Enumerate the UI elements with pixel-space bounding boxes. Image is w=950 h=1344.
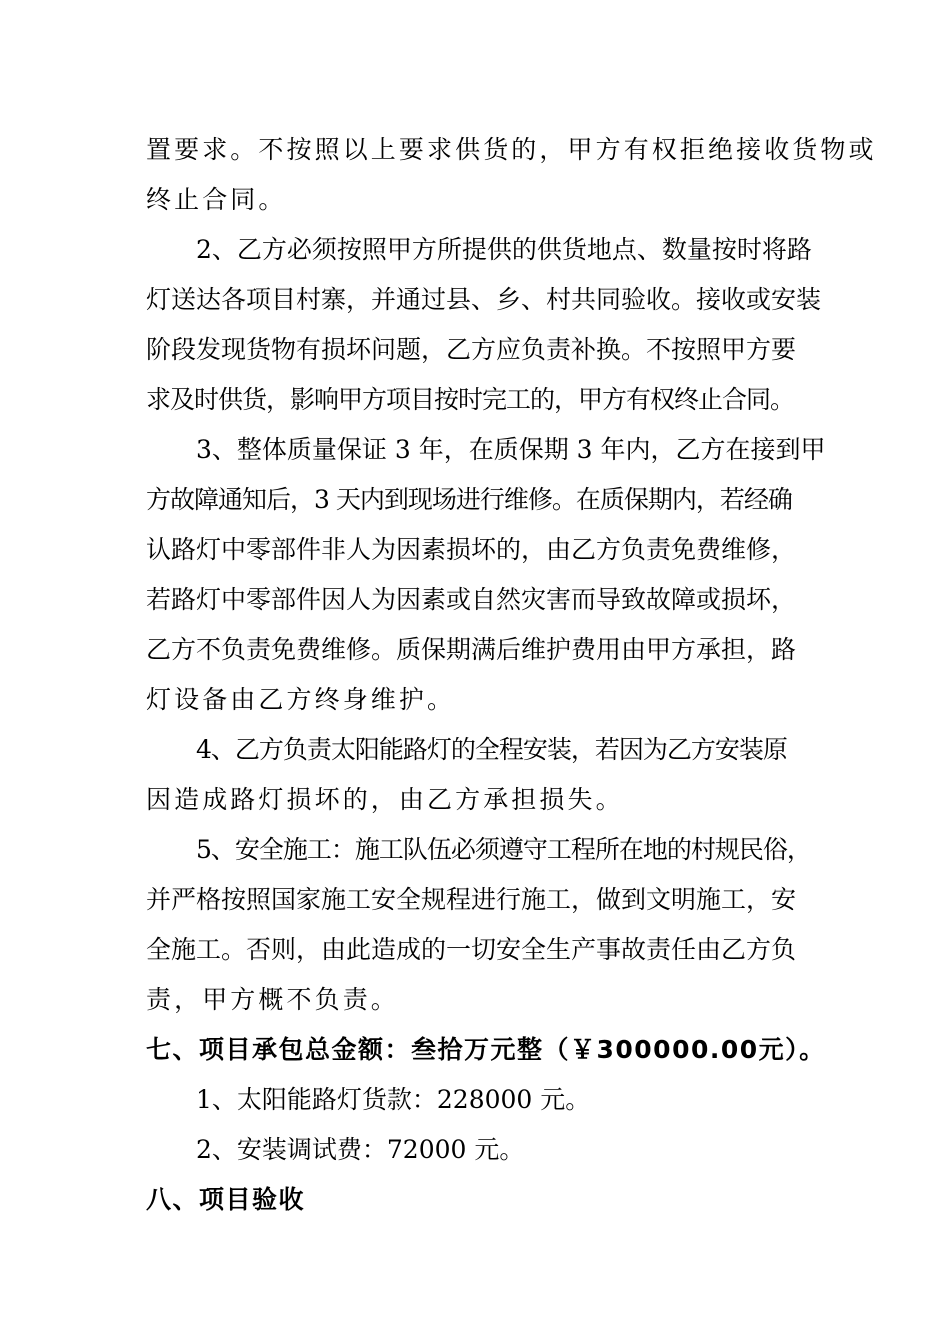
clause-3-line: 3、整体质量保证 3 年，在质保期 3 年内，乙方在接到甲 xyxy=(196,435,826,464)
paragraph-line: 因造成路灯损坏的，由乙方承担损失。 xyxy=(146,785,624,814)
paragraph-line: 乙方不负责免费维修。质保期满后维护费用由甲方承担，路 xyxy=(146,635,797,664)
paragraph-line: 终止合同。 xyxy=(146,185,287,214)
paragraph-line: 若路灯中零部件因人为因素或自然灾害而导致故障或损坏， xyxy=(146,585,797,614)
section-8-heading: 八、项目验收 xyxy=(146,1185,306,1214)
paragraph-line: 置要求。不按照以上要求供货的，甲方有权拒绝接收货物或 xyxy=(146,135,877,164)
clause-4-line: 4、乙方负责太阳能路灯的全程安装，若因为乙方安装原 xyxy=(196,735,787,764)
paragraph-line: 求及时供货，影响甲方项目按时完工的，甲方有权终止合同。 xyxy=(146,385,795,414)
paragraph-line: 灯送达各项目村寨，并通过县、乡、村共同验收。接收或安装 xyxy=(146,285,822,314)
paragraph-line: 认路灯中零部件非人为因素损坏的，由乙方负责免费维修， xyxy=(146,535,797,564)
paragraph-line: 灯设备由乙方终身维护。 xyxy=(146,685,456,714)
paragraph-line: 方故障通知后，3 天内到现场进行维修。在质保期内，若经确 xyxy=(146,485,792,514)
paragraph-line: 全施工。否则，由此造成的一切安全生产事故责任由乙方负 xyxy=(146,935,797,964)
clause-2-line: 2、乙方必须按照甲方所提供的供货地点、数量按时将路 xyxy=(196,235,812,264)
paragraph-line: 并严格按照国家施工安全规程进行施工，做到文明施工，安 xyxy=(146,885,797,914)
paragraph-line: 责，甲方概不负责。 xyxy=(146,985,399,1014)
clause-5-line: 5、安全施工：施工队伍必须遵守工程所在地的村规民俗， xyxy=(196,835,811,864)
section-7-item-1: 1、太阳能路灯货款：228000 元。 xyxy=(196,1085,591,1114)
paragraph-line: 阶段发现货物有损坏问题，乙方应负责补换。不按照甲方要 xyxy=(146,335,797,364)
section-7-item-2: 2、安装调试费：72000 元。 xyxy=(196,1135,525,1164)
section-7-heading: 七、项目承包总金额：叁拾万元整（￥300000.00元）。 xyxy=(146,1035,826,1064)
